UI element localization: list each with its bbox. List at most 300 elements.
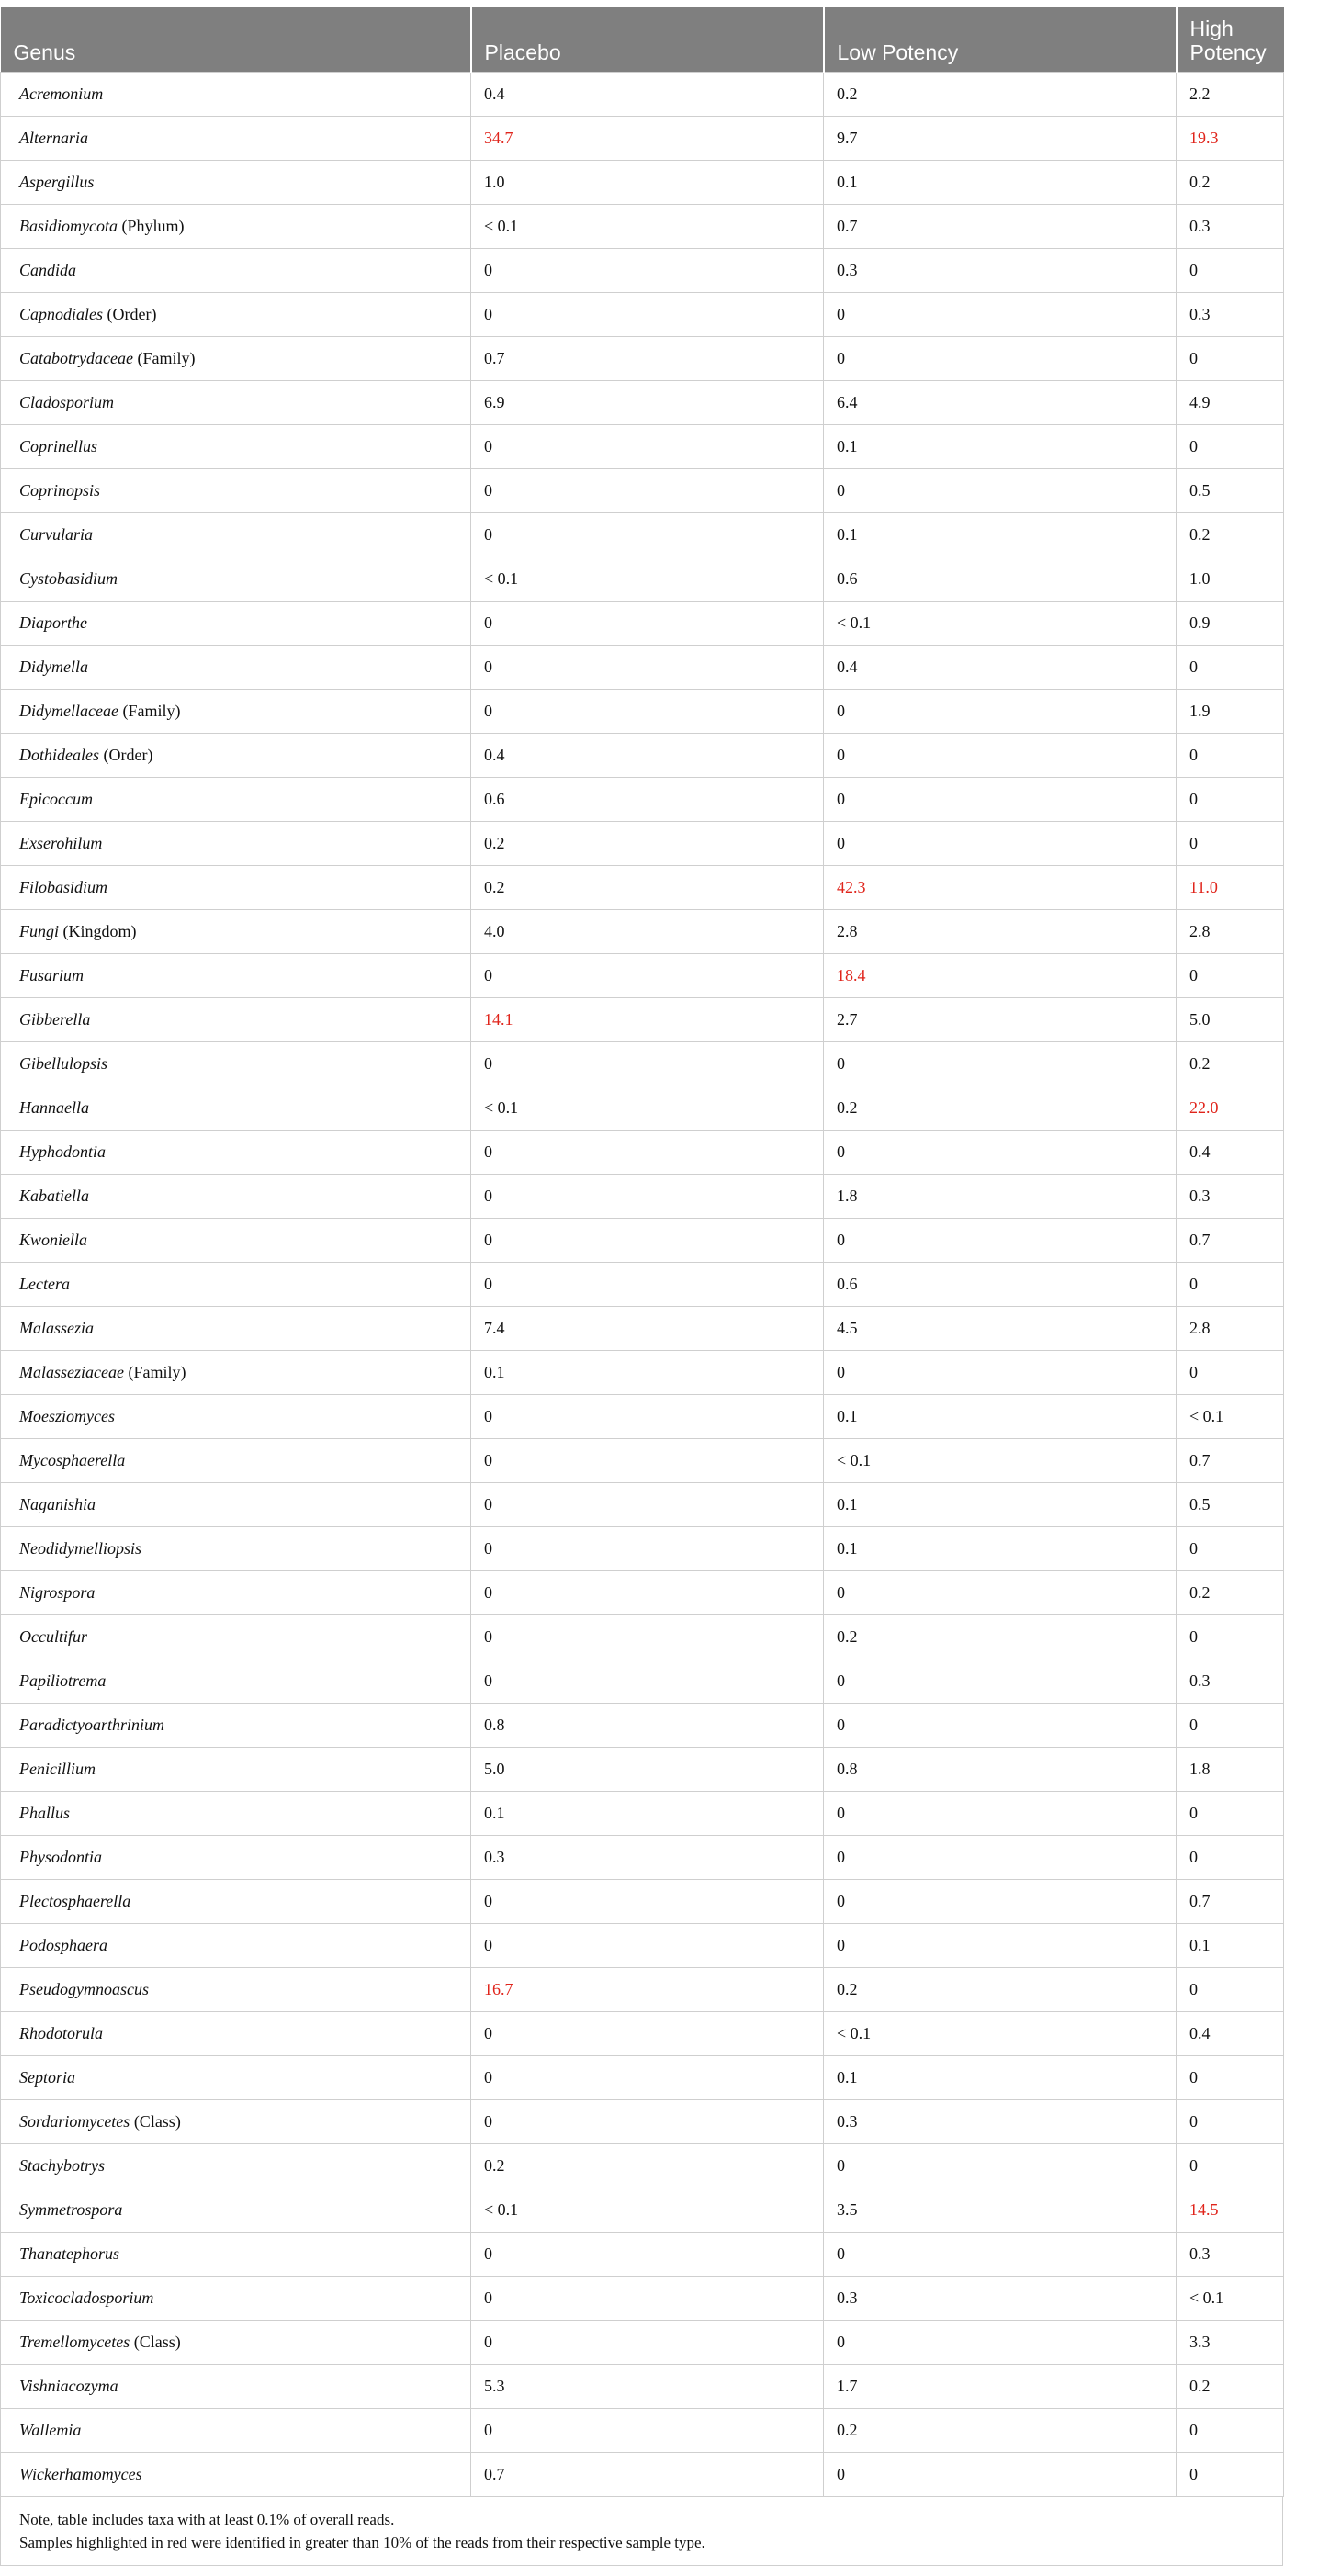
- genus-name: Cladosporium: [19, 392, 115, 411]
- table-row: [1, 909, 1284, 953]
- cell-low-potency: 0.7: [824, 204, 1177, 248]
- cell-low-potency: 0: [824, 1570, 1177, 1614]
- table-row: [1, 1923, 1284, 1967]
- taxon-rank: (Phylum): [121, 216, 185, 235]
- header-low-potency: Low Potency: [824, 7, 1177, 72]
- data-table: [0, 7, 1284, 2497]
- genus-name: Tremellomycetes: [19, 2332, 130, 2351]
- genus-name: Basidiomycota: [19, 216, 118, 235]
- cell-high-potency: 22.0: [1177, 1086, 1284, 1130]
- cell-high-potency: 0.3: [1177, 2232, 1284, 2276]
- table-row: [1, 1835, 1284, 1879]
- table-row: [1, 689, 1284, 733]
- cell-high-potency: 0: [1177, 2055, 1284, 2099]
- genus-name: Gibberella: [19, 1009, 91, 1029]
- cell-low-potency: 0.1: [824, 2055, 1177, 2099]
- cell-low-potency: 0: [824, 1879, 1177, 1923]
- cell-placebo: 0: [471, 1659, 824, 1703]
- cell-genus: [1, 601, 471, 645]
- cell-genus: [1, 909, 471, 953]
- cell-low-potency: 0.6: [824, 1262, 1177, 1306]
- cell-high-potency: 0: [1177, 733, 1284, 777]
- cell-high-potency: 0: [1177, 2099, 1284, 2143]
- table-row: [1, 1526, 1284, 1570]
- cell-genus: [1, 1438, 471, 1482]
- table-row: [1, 2364, 1284, 2408]
- note-line: Note, table includes taxa with at least 0.1% of overall reads.: [19, 2510, 395, 2528]
- genus-name: Sordariomycetes: [19, 2111, 130, 2131]
- cell-high-potency: 0.2: [1177, 1570, 1284, 1614]
- genus-name: Naganishia: [19, 1494, 96, 1513]
- taxon-rank: (Order): [107, 304, 157, 323]
- cell-genus: [1, 424, 471, 468]
- cell-genus: [1, 292, 471, 336]
- cell-low-potency: 0: [824, 1791, 1177, 1835]
- genus-name: Coprinopsis: [19, 480, 101, 500]
- table-row: [1, 777, 1284, 821]
- cell-genus: [1, 1747, 471, 1791]
- table-row: [1, 645, 1284, 689]
- cell-genus: [1, 2320, 471, 2364]
- genus-name: Cystobasidium: [19, 568, 118, 588]
- table-row: [1, 557, 1284, 601]
- genus-name: Neodidymelliopsis: [19, 1538, 141, 1558]
- table-row: [1, 2011, 1284, 2055]
- cell-genus: [1, 1614, 471, 1659]
- cell-genus: [1, 1791, 471, 1835]
- genus-name: Phallus: [19, 1803, 71, 1822]
- cell-genus: [1, 512, 471, 557]
- cell-low-potency: 0: [824, 2320, 1177, 2364]
- header-row: [1, 7, 1284, 72]
- cell-placebo: < 0.1: [471, 204, 824, 248]
- cell-placebo: 0.2: [471, 2143, 824, 2188]
- genus-name: Paradictyoarthrinium: [19, 1715, 164, 1734]
- table-row: [1, 1791, 1284, 1835]
- cell-genus: [1, 1262, 471, 1306]
- cell-high-potency: 0: [1177, 424, 1284, 468]
- cell-low-potency: 3.5: [824, 2188, 1177, 2232]
- table-row: [1, 1614, 1284, 1659]
- cell-high-potency: 0.3: [1177, 204, 1284, 248]
- genus-name: Didymellaceae: [19, 701, 118, 720]
- cell-low-potency: 0.2: [824, 72, 1177, 116]
- cell-genus: [1, 1703, 471, 1747]
- header-high-potency: High Potency: [1177, 7, 1284, 72]
- cell-genus: [1, 1967, 471, 2011]
- cell-low-potency: 42.3: [824, 865, 1177, 909]
- table-row: [1, 248, 1284, 292]
- genus-name: Symmetrospora: [19, 2199, 123, 2219]
- cell-low-potency: 0.3: [824, 248, 1177, 292]
- taxon-rank: (Family): [137, 348, 196, 367]
- cell-placebo: 0.6: [471, 777, 824, 821]
- cell-genus: [1, 1130, 471, 1174]
- cell-placebo: 0: [471, 1526, 824, 1570]
- cell-placebo: 34.7: [471, 116, 824, 160]
- table-row: [1, 292, 1284, 336]
- table-row: [1, 1967, 1284, 2011]
- cell-genus: [1, 733, 471, 777]
- cell-low-potency: 0.2: [824, 2408, 1177, 2452]
- table-row: [1, 1262, 1284, 1306]
- cell-placebo: 0: [471, 1174, 824, 1218]
- cell-genus: [1, 557, 471, 601]
- table-row: [1, 2188, 1284, 2232]
- cell-placebo: 0: [471, 2011, 824, 2055]
- cell-high-potency: 0: [1177, 1791, 1284, 1835]
- genus-name: Thanatephorus: [19, 2244, 120, 2263]
- cell-low-potency: 2.8: [824, 909, 1177, 953]
- cell-low-potency: 0: [824, 2143, 1177, 2188]
- cell-genus: [1, 645, 471, 689]
- cell-genus: [1, 2364, 471, 2408]
- table-row: [1, 2276, 1284, 2320]
- cell-low-potency: 0.6: [824, 557, 1177, 601]
- table-row: [1, 204, 1284, 248]
- genus-name: Podosphaera: [19, 1935, 107, 1954]
- cell-low-potency: 0.3: [824, 2099, 1177, 2143]
- cell-low-potency: < 0.1: [824, 601, 1177, 645]
- cell-high-potency: 2.2: [1177, 72, 1284, 116]
- cell-genus: [1, 2188, 471, 2232]
- cell-high-potency: 19.3: [1177, 116, 1284, 160]
- genus-name: Filobasidium: [19, 877, 108, 896]
- table-row: [1, 1086, 1284, 1130]
- table-row: [1, 1659, 1284, 1703]
- cell-high-potency: 14.5: [1177, 2188, 1284, 2232]
- cell-high-potency: < 0.1: [1177, 1394, 1284, 1438]
- table-row: [1, 1394, 1284, 1438]
- genus-name: Papiliotrema: [19, 1670, 107, 1690]
- table-row: [1, 424, 1284, 468]
- cell-placebo: 0: [471, 1923, 824, 1967]
- cell-low-potency: 0: [824, 821, 1177, 865]
- cell-placebo: 0: [471, 2320, 824, 2364]
- cell-low-potency: 0.2: [824, 1967, 1177, 2011]
- cell-low-potency: 0: [824, 292, 1177, 336]
- cell-low-potency: < 0.1: [824, 2011, 1177, 2055]
- cell-low-potency: 0: [824, 1350, 1177, 1394]
- table-row: [1, 953, 1284, 997]
- table-row: [1, 733, 1284, 777]
- cell-placebo: 0: [471, 1879, 824, 1923]
- cell-genus: [1, 2099, 471, 2143]
- table-row: [1, 821, 1284, 865]
- cell-placebo: 6.9: [471, 380, 824, 424]
- genus-name: Malasseziaceae: [19, 1362, 124, 1381]
- cell-genus: [1, 689, 471, 733]
- cell-genus: [1, 1306, 471, 1350]
- cell-genus: [1, 2055, 471, 2099]
- cell-genus: [1, 1086, 471, 1130]
- cell-high-potency: 0.4: [1177, 1130, 1284, 1174]
- cell-low-potency: 0: [824, 777, 1177, 821]
- table-row: [1, 1218, 1284, 1262]
- cell-genus: [1, 1923, 471, 1967]
- genus-name: Candida: [19, 260, 77, 279]
- cell-genus: [1, 1879, 471, 1923]
- cell-placebo: < 0.1: [471, 1086, 824, 1130]
- cell-placebo: 0: [471, 1262, 824, 1306]
- genus-name: Curvularia: [19, 524, 94, 544]
- cell-low-potency: 0.4: [824, 645, 1177, 689]
- genus-name: Alternaria: [19, 128, 88, 147]
- cell-genus: [1, 1218, 471, 1262]
- cell-placebo: 0: [471, 248, 824, 292]
- cell-placebo: 0: [471, 424, 824, 468]
- cell-low-potency: 0.3: [824, 2276, 1177, 2320]
- cell-genus: [1, 1659, 471, 1703]
- cell-low-potency: 0: [824, 733, 1177, 777]
- cell-low-potency: 0.1: [824, 1482, 1177, 1526]
- cell-low-potency: 0: [824, 1130, 1177, 1174]
- genus-name: Rhodotorula: [19, 2023, 104, 2042]
- genus-name: Hannaella: [19, 1097, 89, 1117]
- cell-low-potency: 0: [824, 336, 1177, 380]
- genus-name: Didymella: [19, 657, 88, 676]
- table-row: [1, 1306, 1284, 1350]
- cell-genus: [1, 1482, 471, 1526]
- cell-placebo: 0: [471, 292, 824, 336]
- cell-placebo: 0: [471, 1218, 824, 1262]
- cell-genus: [1, 2452, 471, 2496]
- table-row: [1, 601, 1284, 645]
- cell-high-potency: 0.2: [1177, 1041, 1284, 1086]
- cell-high-potency: 3.3: [1177, 2320, 1284, 2364]
- genus-name: Lectera: [19, 1274, 70, 1293]
- taxon-rank: (Family): [128, 1362, 186, 1381]
- taxon-rank: (Class): [133, 2111, 181, 2131]
- cell-genus: [1, 380, 471, 424]
- table-row: [1, 1747, 1284, 1791]
- table-row: [1, 116, 1284, 160]
- table-header: [1, 7, 1284, 72]
- genus-name: Hyphodontia: [19, 1142, 106, 1161]
- genus-name: Pseudogymnoascus: [19, 1979, 149, 1998]
- cell-genus: [1, 160, 471, 204]
- cell-placebo: 0.1: [471, 1791, 824, 1835]
- table-row: [1, 1438, 1284, 1482]
- cell-low-potency: 0: [824, 2452, 1177, 2496]
- cell-low-potency: 18.4: [824, 953, 1177, 997]
- cell-high-potency: 0: [1177, 953, 1284, 997]
- cell-placebo: < 0.1: [471, 557, 824, 601]
- genus-name: Aspergillus: [19, 172, 95, 191]
- genus-name: Nigrospora: [19, 1582, 96, 1602]
- table-row: [1, 2143, 1284, 2188]
- table-row: [1, 1482, 1284, 1526]
- cell-high-potency: 0.3: [1177, 1659, 1284, 1703]
- genus-name: Occultifur: [19, 1626, 87, 1646]
- cell-placebo: 0: [471, 689, 824, 733]
- cell-low-potency: 0: [824, 689, 1177, 733]
- table-row: [1, 1130, 1284, 1174]
- cell-high-potency: 0: [1177, 2408, 1284, 2452]
- cell-placebo: 0.7: [471, 2452, 824, 2496]
- cell-low-potency: 4.5: [824, 1306, 1177, 1350]
- cell-low-potency: 0: [824, 1703, 1177, 1747]
- genus-name: Capnodiales: [19, 304, 104, 323]
- cell-genus: [1, 72, 471, 116]
- cell-low-potency: 6.4: [824, 380, 1177, 424]
- cell-placebo: 0: [471, 2408, 824, 2452]
- cell-high-potency: 2.8: [1177, 909, 1284, 953]
- genus-name: Kabatiella: [19, 1186, 89, 1205]
- table-row: [1, 2055, 1284, 2099]
- genus-name: Fungi: [19, 921, 59, 940]
- cell-placebo: 5.0: [471, 1747, 824, 1791]
- cell-low-potency: 0: [824, 1041, 1177, 1086]
- cell-high-potency: 0.7: [1177, 1218, 1284, 1262]
- table-note: [0, 2497, 1283, 2566]
- table-body: [1, 72, 1284, 2496]
- table-row: [1, 2099, 1284, 2143]
- cell-low-potency: 0: [824, 1923, 1177, 1967]
- cell-low-potency: 0: [824, 1659, 1177, 1703]
- genus-name: Wickerhamomyces: [19, 2464, 142, 2483]
- fungal-genus-table: [0, 7, 1283, 2566]
- table-row: [1, 1703, 1284, 1747]
- cell-placebo: 0: [471, 1570, 824, 1614]
- cell-high-potency: 0.7: [1177, 1879, 1284, 1923]
- cell-high-potency: 0: [1177, 1967, 1284, 2011]
- cell-high-potency: 0.2: [1177, 2364, 1284, 2408]
- cell-high-potency: 1.9: [1177, 689, 1284, 733]
- table-row: [1, 468, 1284, 512]
- cell-placebo: 16.7: [471, 1967, 824, 2011]
- cell-high-potency: 0.3: [1177, 1174, 1284, 1218]
- header-genus: Genus: [1, 7, 471, 72]
- cell-high-potency: 0.3: [1177, 292, 1284, 336]
- genus-name: Physodontia: [19, 1847, 102, 1866]
- cell-high-potency: 0: [1177, 821, 1284, 865]
- cell-genus: [1, 2276, 471, 2320]
- cell-placebo: 7.4: [471, 1306, 824, 1350]
- genus-name: Toxicocladosporium: [19, 2288, 154, 2307]
- cell-low-potency: 0.1: [824, 512, 1177, 557]
- cell-high-potency: 0.4: [1177, 2011, 1284, 2055]
- cell-low-potency: 1.8: [824, 1174, 1177, 1218]
- cell-genus: [1, 777, 471, 821]
- cell-placebo: 14.1: [471, 997, 824, 1041]
- cell-high-potency: 0.7: [1177, 1438, 1284, 1482]
- cell-high-potency: 5.0: [1177, 997, 1284, 1041]
- table-row: [1, 1570, 1284, 1614]
- cell-placebo: 0: [471, 1041, 824, 1086]
- table-row: [1, 380, 1284, 424]
- genus-name: Diaporthe: [19, 613, 87, 632]
- cell-low-potency: 0.1: [824, 1526, 1177, 1570]
- cell-placebo: 1.0: [471, 160, 824, 204]
- genus-name: Plectosphaerella: [19, 1891, 131, 1910]
- table-row: [1, 1041, 1284, 1086]
- cell-high-potency: 1.0: [1177, 557, 1284, 601]
- cell-placebo: 0: [471, 1394, 824, 1438]
- cell-placebo: 0: [471, 601, 824, 645]
- cell-placebo: 0.8: [471, 1703, 824, 1747]
- cell-high-potency: 0: [1177, 1350, 1284, 1394]
- cell-high-potency: 0: [1177, 1526, 1284, 1570]
- cell-genus: [1, 2408, 471, 2452]
- genus-name: Mycosphaerella: [19, 1450, 126, 1469]
- cell-genus: [1, 2143, 471, 2188]
- cell-low-potency: 0: [824, 1835, 1177, 1879]
- cell-high-potency: 0: [1177, 336, 1284, 380]
- cell-high-potency: 0.1: [1177, 1923, 1284, 1967]
- cell-high-potency: 0.2: [1177, 512, 1284, 557]
- cell-high-potency: 11.0: [1177, 865, 1284, 909]
- table-row: [1, 72, 1284, 116]
- cell-placebo: 0: [471, 2276, 824, 2320]
- cell-low-potency: 1.7: [824, 2364, 1177, 2408]
- genus-name: Kwoniella: [19, 1230, 88, 1249]
- cell-genus: [1, 821, 471, 865]
- genus-name: Acremonium: [19, 84, 104, 103]
- cell-low-potency: 0.2: [824, 1086, 1177, 1130]
- genus-name: Stachybotrys: [19, 2155, 105, 2175]
- cell-high-potency: 0.5: [1177, 1482, 1284, 1526]
- table-row: [1, 997, 1284, 1041]
- cell-placebo: 0.3: [471, 1835, 824, 1879]
- table-row: [1, 2452, 1284, 2496]
- cell-placebo: 0: [471, 1130, 824, 1174]
- cell-placebo: 0: [471, 645, 824, 689]
- cell-placebo: 0.2: [471, 821, 824, 865]
- cell-placebo: 0: [471, 1482, 824, 1526]
- cell-high-potency: 0.9: [1177, 601, 1284, 645]
- genus-name: Wallemia: [19, 2420, 82, 2439]
- genus-name: Penicillium: [19, 1759, 96, 1778]
- cell-high-potency: 0.2: [1177, 160, 1284, 204]
- cell-genus: [1, 1174, 471, 1218]
- cell-placebo: 0: [471, 512, 824, 557]
- cell-high-potency: 0: [1177, 645, 1284, 689]
- cell-placebo: 0: [471, 1438, 824, 1482]
- cell-genus: [1, 204, 471, 248]
- genus-name: Gibellulopsis: [19, 1053, 108, 1073]
- cell-genus: [1, 1835, 471, 1879]
- cell-placebo: 0.2: [471, 865, 824, 909]
- table-row: [1, 336, 1284, 380]
- cell-high-potency: 0: [1177, 1703, 1284, 1747]
- genus-name: Malassezia: [19, 1318, 94, 1337]
- cell-placebo: 0: [471, 2099, 824, 2143]
- cell-low-potency: 0.8: [824, 1747, 1177, 1791]
- cell-placebo: 0: [471, 1614, 824, 1659]
- cell-high-potency: 4.9: [1177, 380, 1284, 424]
- table-row: [1, 2232, 1284, 2276]
- cell-genus: [1, 1394, 471, 1438]
- table-row: [1, 160, 1284, 204]
- cell-placebo: < 0.1: [471, 2188, 824, 2232]
- cell-high-potency: 0.5: [1177, 468, 1284, 512]
- cell-genus: [1, 953, 471, 997]
- cell-placebo: 4.0: [471, 909, 824, 953]
- genus-name: Coprinellus: [19, 436, 98, 456]
- cell-high-potency: 0: [1177, 248, 1284, 292]
- taxon-rank: (Order): [103, 745, 153, 764]
- cell-genus: [1, 468, 471, 512]
- genus-name: Dothideales: [19, 745, 99, 764]
- taxon-rank: (Kingdom): [62, 921, 137, 940]
- cell-placebo: 0.7: [471, 336, 824, 380]
- genus-name: Epicoccum: [19, 789, 93, 808]
- cell-placebo: 0: [471, 953, 824, 997]
- cell-low-potency: 0.2: [824, 1614, 1177, 1659]
- genus-name: Vishniacozyma: [19, 2376, 118, 2395]
- cell-placebo: 0.4: [471, 72, 824, 116]
